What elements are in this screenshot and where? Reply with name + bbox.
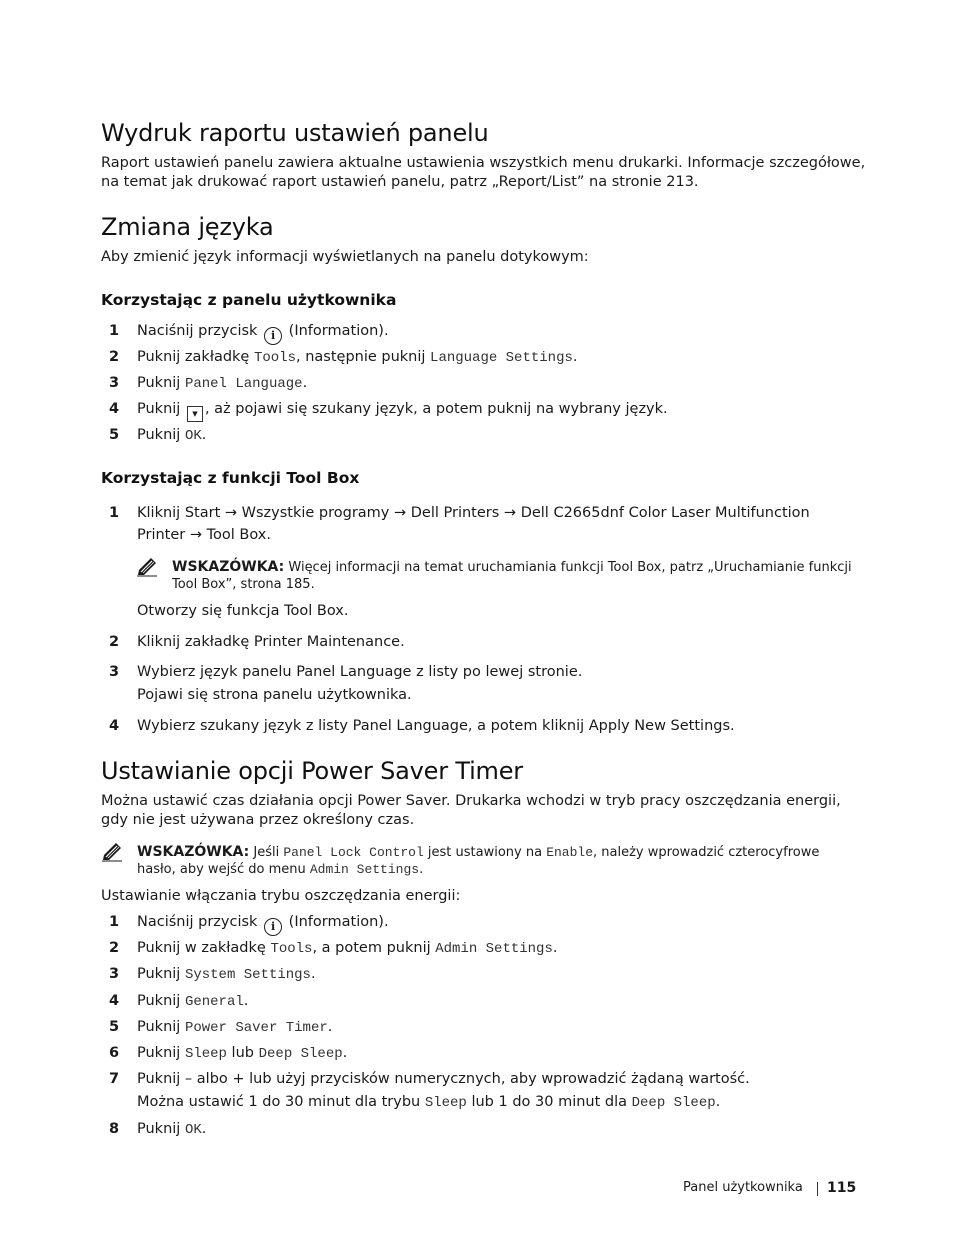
step-item: 6 Puknij Sleep lub Deep Sleep. — [109, 1045, 348, 1062]
step-item: 5 Puknij Power Saver Timer. — [109, 1019, 333, 1036]
step-item: 1 Naciśnij przycisk i (Information). — [109, 913, 389, 936]
scroll-down-icon: ▼ — [187, 406, 203, 422]
information-icon: i — [264, 918, 282, 936]
step-item: 3 Puknij System Settings. — [109, 966, 316, 983]
subsection-title-operator-panel: Korzystając z panelu użytkownika — [101, 291, 397, 309]
note-text: hasło, aby wejść do menu Admin Settings. — [137, 862, 424, 877]
step-item: 2 Puknij zakładkę Tools, następnie puknij Language Settings. — [109, 349, 578, 366]
paragraph-line: Aby zmienić język informacji wyświetlanych na panelu dotykowym: — [101, 249, 589, 265]
step-result: Pojawi się strona panelu użytkownika. — [137, 687, 412, 703]
section-title-change-language: Zmiana języka — [101, 213, 274, 241]
step-item: 7 Puknij – albo + lub użyj przycisków numerycznych, aby wprowadzić żądaną wartość. — [109, 1071, 750, 1087]
information-icon: i — [264, 327, 282, 345]
step-item: 1 Naciśnij przycisk i (Information). — [109, 322, 389, 345]
paragraph-line: Raport ustawień panelu zawiera aktualne ustawienia wszystkich menu drukarki. Informacje szczegółowe, — [101, 155, 866, 171]
note-text: WSKAZÓWKA: Jeśli Panel Lock Control jest ustawiony na Enable, należy wprowadzić czterocyfrowe — [137, 844, 820, 860]
paragraph-line: na temat jak drukować raport ustawień panelu, patrz „Report/List” na stronie 213. — [101, 174, 699, 190]
step-item: 2 Puknij w zakładkę Tools, a potem puknij Admin Settings. — [109, 940, 558, 957]
paragraph-line: Ustawianie włączania trybu oszczędzania energii: — [101, 888, 461, 904]
step-item: 8 Puknij OK. — [109, 1121, 207, 1138]
step-item: 3 Wybierz język panelu Panel Language z listy po lewej stronie. — [109, 664, 583, 680]
step-item: 5 Puknij OK. — [109, 427, 207, 444]
footer-divider — [817, 1182, 818, 1196]
note-text: WSKAZÓWKA: Więcej informacji na temat uruchamiania funkcji Tool Box, patrz „Uruchamianie funkcji — [172, 559, 852, 575]
section-title-settings-report: Wydruk raportu ustawień panelu — [101, 119, 489, 147]
paragraph-line: Można ustawić czas działania opcji Power Saver. Drukarka wchodzi w tryb pracy oszczędzania energii, — [101, 793, 841, 809]
step-item: 4 Puknij General. — [109, 993, 249, 1010]
paragraph-line: gdy nie jest używana przez określony czas. — [101, 812, 415, 828]
footer-section-name: Panel użytkownika — [683, 1180, 803, 1195]
note-pencil-icon — [136, 557, 158, 577]
section-title-power-saver: Ustawianie opcji Power Saver Timer — [101, 757, 523, 785]
subsection-title-tool-box: Korzystając z funkcji Tool Box — [101, 469, 360, 487]
step-item: 1 Kliknij Start → Wszystkie programy → Dell Printers → Dell C2665dnf Color Laser Multifunction — [109, 505, 810, 521]
step-item: 4 Wybierz szukany język z listy Panel Language, a potem kliknij Apply New Settings. — [109, 718, 735, 734]
note-pencil-icon — [101, 842, 123, 862]
step-result: Otworzy się funkcja Tool Box. — [137, 603, 349, 619]
step-result: Można ustawić 1 do 30 minut dla trybu Sleep lub 1 do 30 minut dla Deep Sleep. — [137, 1094, 721, 1111]
step-item: 2 Kliknij zakładkę Printer Maintenance. — [109, 634, 405, 650]
step-item: 3 Puknij Panel Language. — [109, 375, 308, 392]
page-number: 115 — [827, 1180, 857, 1196]
step-item: 4 Puknij ▼ , aż pojawi się szukany język, a potem puknij na wybrany język. — [109, 400, 668, 422]
step-continuation: Printer → Tool Box. — [137, 527, 271, 543]
note-text: Tool Box”, strona 185. — [172, 577, 315, 592]
